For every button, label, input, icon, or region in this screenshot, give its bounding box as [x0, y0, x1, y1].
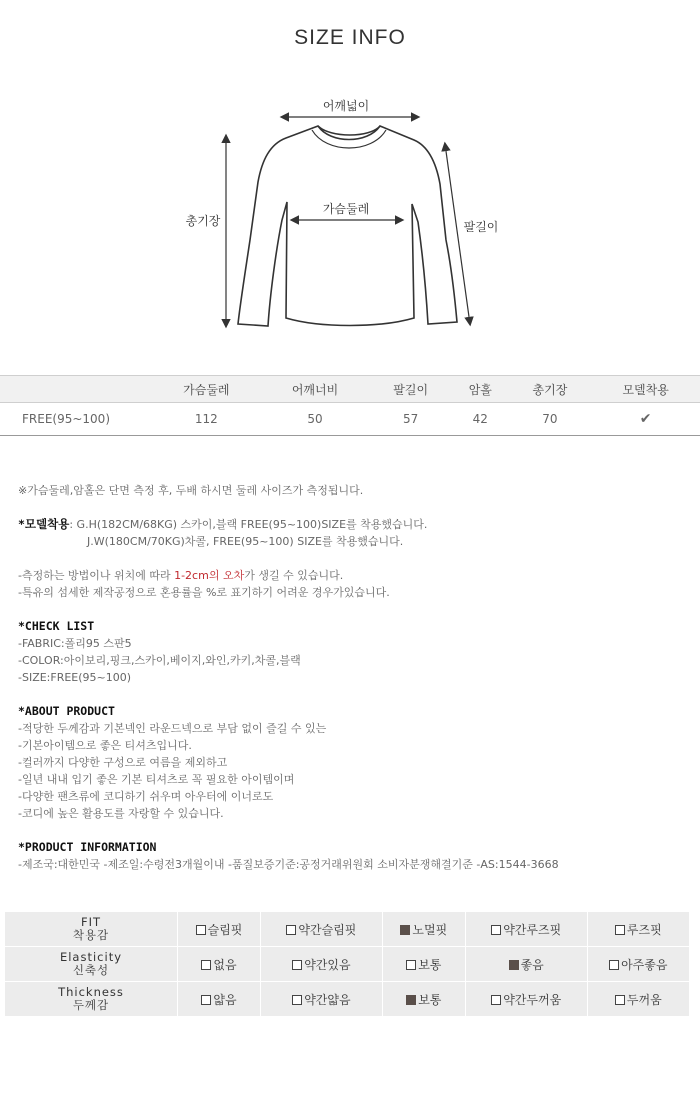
- checkbox-icon: [292, 960, 302, 970]
- value-chest: 112: [152, 403, 261, 436]
- header-shoulder: 어깨너비: [261, 376, 370, 403]
- header-chest: 가슴둘레: [152, 376, 261, 403]
- fit-option: 슬림핏: [178, 912, 261, 947]
- checkbox-icon: [286, 925, 296, 935]
- elasticity-option: 아주좋음: [587, 947, 689, 982]
- thickness-row-label: Thickness 두께감: [5, 982, 178, 1017]
- value-shoulder: 50: [261, 403, 370, 436]
- value-sleeve: 57: [369, 403, 452, 436]
- list-item: -컬러까지 다양한 구성으로 여름을 제외하고: [18, 756, 228, 769]
- thickness-option: 약간얇음: [261, 982, 383, 1017]
- header-armhole: 암홀: [452, 376, 509, 403]
- header-sleeve: 팔길이: [369, 376, 452, 403]
- page-title: SIZE INFO: [294, 26, 406, 49]
- label-sleeve: 팔길이: [463, 220, 499, 234]
- header-length: 총기장: [509, 376, 592, 403]
- checkbox-icon: [201, 960, 211, 970]
- checkbox-icon: [196, 925, 206, 935]
- model-line-1: [18, 516, 688, 533]
- checkbox-icon: [509, 960, 519, 970]
- checkbox-icon: [400, 925, 410, 935]
- list-item: -코디에 높은 활용도를 자랑할 수 있습니다.: [18, 807, 224, 820]
- product-info-title: *PRODUCT INFORMATION: [18, 840, 157, 854]
- size-table: [0, 375, 700, 436]
- thickness-option: 얇음: [178, 982, 261, 1017]
- error-prefix: -측정하는 방법이나 위치에 따라: [18, 569, 175, 582]
- notes-section: [18, 482, 688, 873]
- list-item: -다양한 팬츠류에 코디하기 쉬우며 아우터에 이너로도: [18, 790, 274, 803]
- checkbox-icon: [491, 995, 501, 1005]
- fit-option: 루즈핏: [587, 912, 689, 947]
- elasticity-option: 없음: [178, 947, 261, 982]
- fit-option: 노멀핏: [382, 912, 465, 947]
- tshirt-diagram: [0, 80, 700, 340]
- value-armhole: 42: [452, 403, 509, 436]
- thickness-option: 두꺼움: [587, 982, 689, 1017]
- tshirt-outline: [238, 126, 457, 326]
- elasticity-row: [5, 947, 690, 982]
- size-table-header: [0, 376, 700, 403]
- fit-row: [5, 912, 690, 947]
- label-shoulder: 어깨넓이: [322, 99, 370, 113]
- model-label: *모델착용: [18, 517, 70, 531]
- fit-option: 약간슬림핏: [261, 912, 383, 947]
- fit-table: [4, 911, 690, 1017]
- product-info-line: -제조국:대한민국 -제조일:수령전3개월이내 -품질보증기준:공정거래위원회 소비자분쟁해결기준 -AS:1544-3668: [18, 858, 559, 871]
- checkbox-icon: [609, 960, 619, 970]
- error-note: [18, 567, 688, 584]
- fabric-note: -특유의 섬세한 제작공정으로 혼용률을 %로 표기하기 어려운 경우가있습니다.: [18, 586, 390, 599]
- about-title: *ABOUT PRODUCT: [18, 704, 115, 718]
- table-row: [0, 403, 700, 436]
- checkbox-icon: [615, 995, 625, 1005]
- header-model-fit: 모델착용: [591, 376, 700, 403]
- fit-row-label: FIT 착용감: [5, 912, 178, 947]
- elasticity-option: 좋음: [465, 947, 587, 982]
- list-item: -SIZE:FREE(95~100): [18, 671, 132, 684]
- checkbox-icon: [615, 925, 625, 935]
- measure-note: ※가슴둘레,암홀은 단면 측정 후, 두배 하시면 둘레 사이즈가 측정됩니다.: [18, 484, 364, 497]
- size-label: FREE(95~100): [0, 403, 152, 436]
- list-item: -일년 내내 입기 좋은 기본 티셔츠로 꼭 필요한 아이템이며: [18, 773, 295, 786]
- thickness-option: 약간두꺼움: [465, 982, 587, 1017]
- error-suffix: 가 생길 수 있습니다.: [244, 569, 344, 582]
- list-item: -적당한 두께감과 기본넥인 라운드넥으로 부담 없이 즐길 수 있는: [18, 722, 327, 735]
- error-highlight: 1-2cm의 오차: [174, 569, 245, 582]
- list-item: -COLOR:아이보리,핑크,스카이,베이지,와인,카키,차콜,블랙: [18, 654, 301, 667]
- checkbox-icon: [201, 995, 211, 1005]
- check-icon: ✔: [591, 403, 700, 436]
- elasticity-option: 약간있음: [261, 947, 383, 982]
- thickness-row: [5, 982, 690, 1017]
- checkbox-icon: [406, 995, 416, 1005]
- model-text-2: J.W(180CM/70KG)차콜, FREE(95~100) SIZE를 착용했습니다.: [87, 535, 404, 548]
- elasticity-row-label: Elasticity 신축성: [5, 947, 178, 982]
- elasticity-option: 보통: [382, 947, 465, 982]
- value-length: 70: [509, 403, 592, 436]
- checkbox-icon: [491, 925, 501, 935]
- checkbox-icon: [292, 995, 302, 1005]
- label-length: 총기장: [185, 214, 221, 228]
- fit-option: 약간루즈핏: [465, 912, 587, 947]
- list-item: -기본아이템으로 좋은 티셔츠입니다.: [18, 739, 192, 752]
- check-list-title: *CHECK LIST: [18, 619, 95, 633]
- label-chest: 가슴둘레: [322, 202, 370, 216]
- model-text-1: : G.H(182CM/68KG) 스카이,블랙 FREE(95~100)SIZE를 착용했습니다.: [69, 518, 428, 531]
- list-item: -FABRIC:폴리95 스판5: [18, 637, 132, 650]
- header-blank: [0, 376, 152, 403]
- checkbox-icon: [406, 960, 416, 970]
- thickness-option: 보통: [382, 982, 465, 1017]
